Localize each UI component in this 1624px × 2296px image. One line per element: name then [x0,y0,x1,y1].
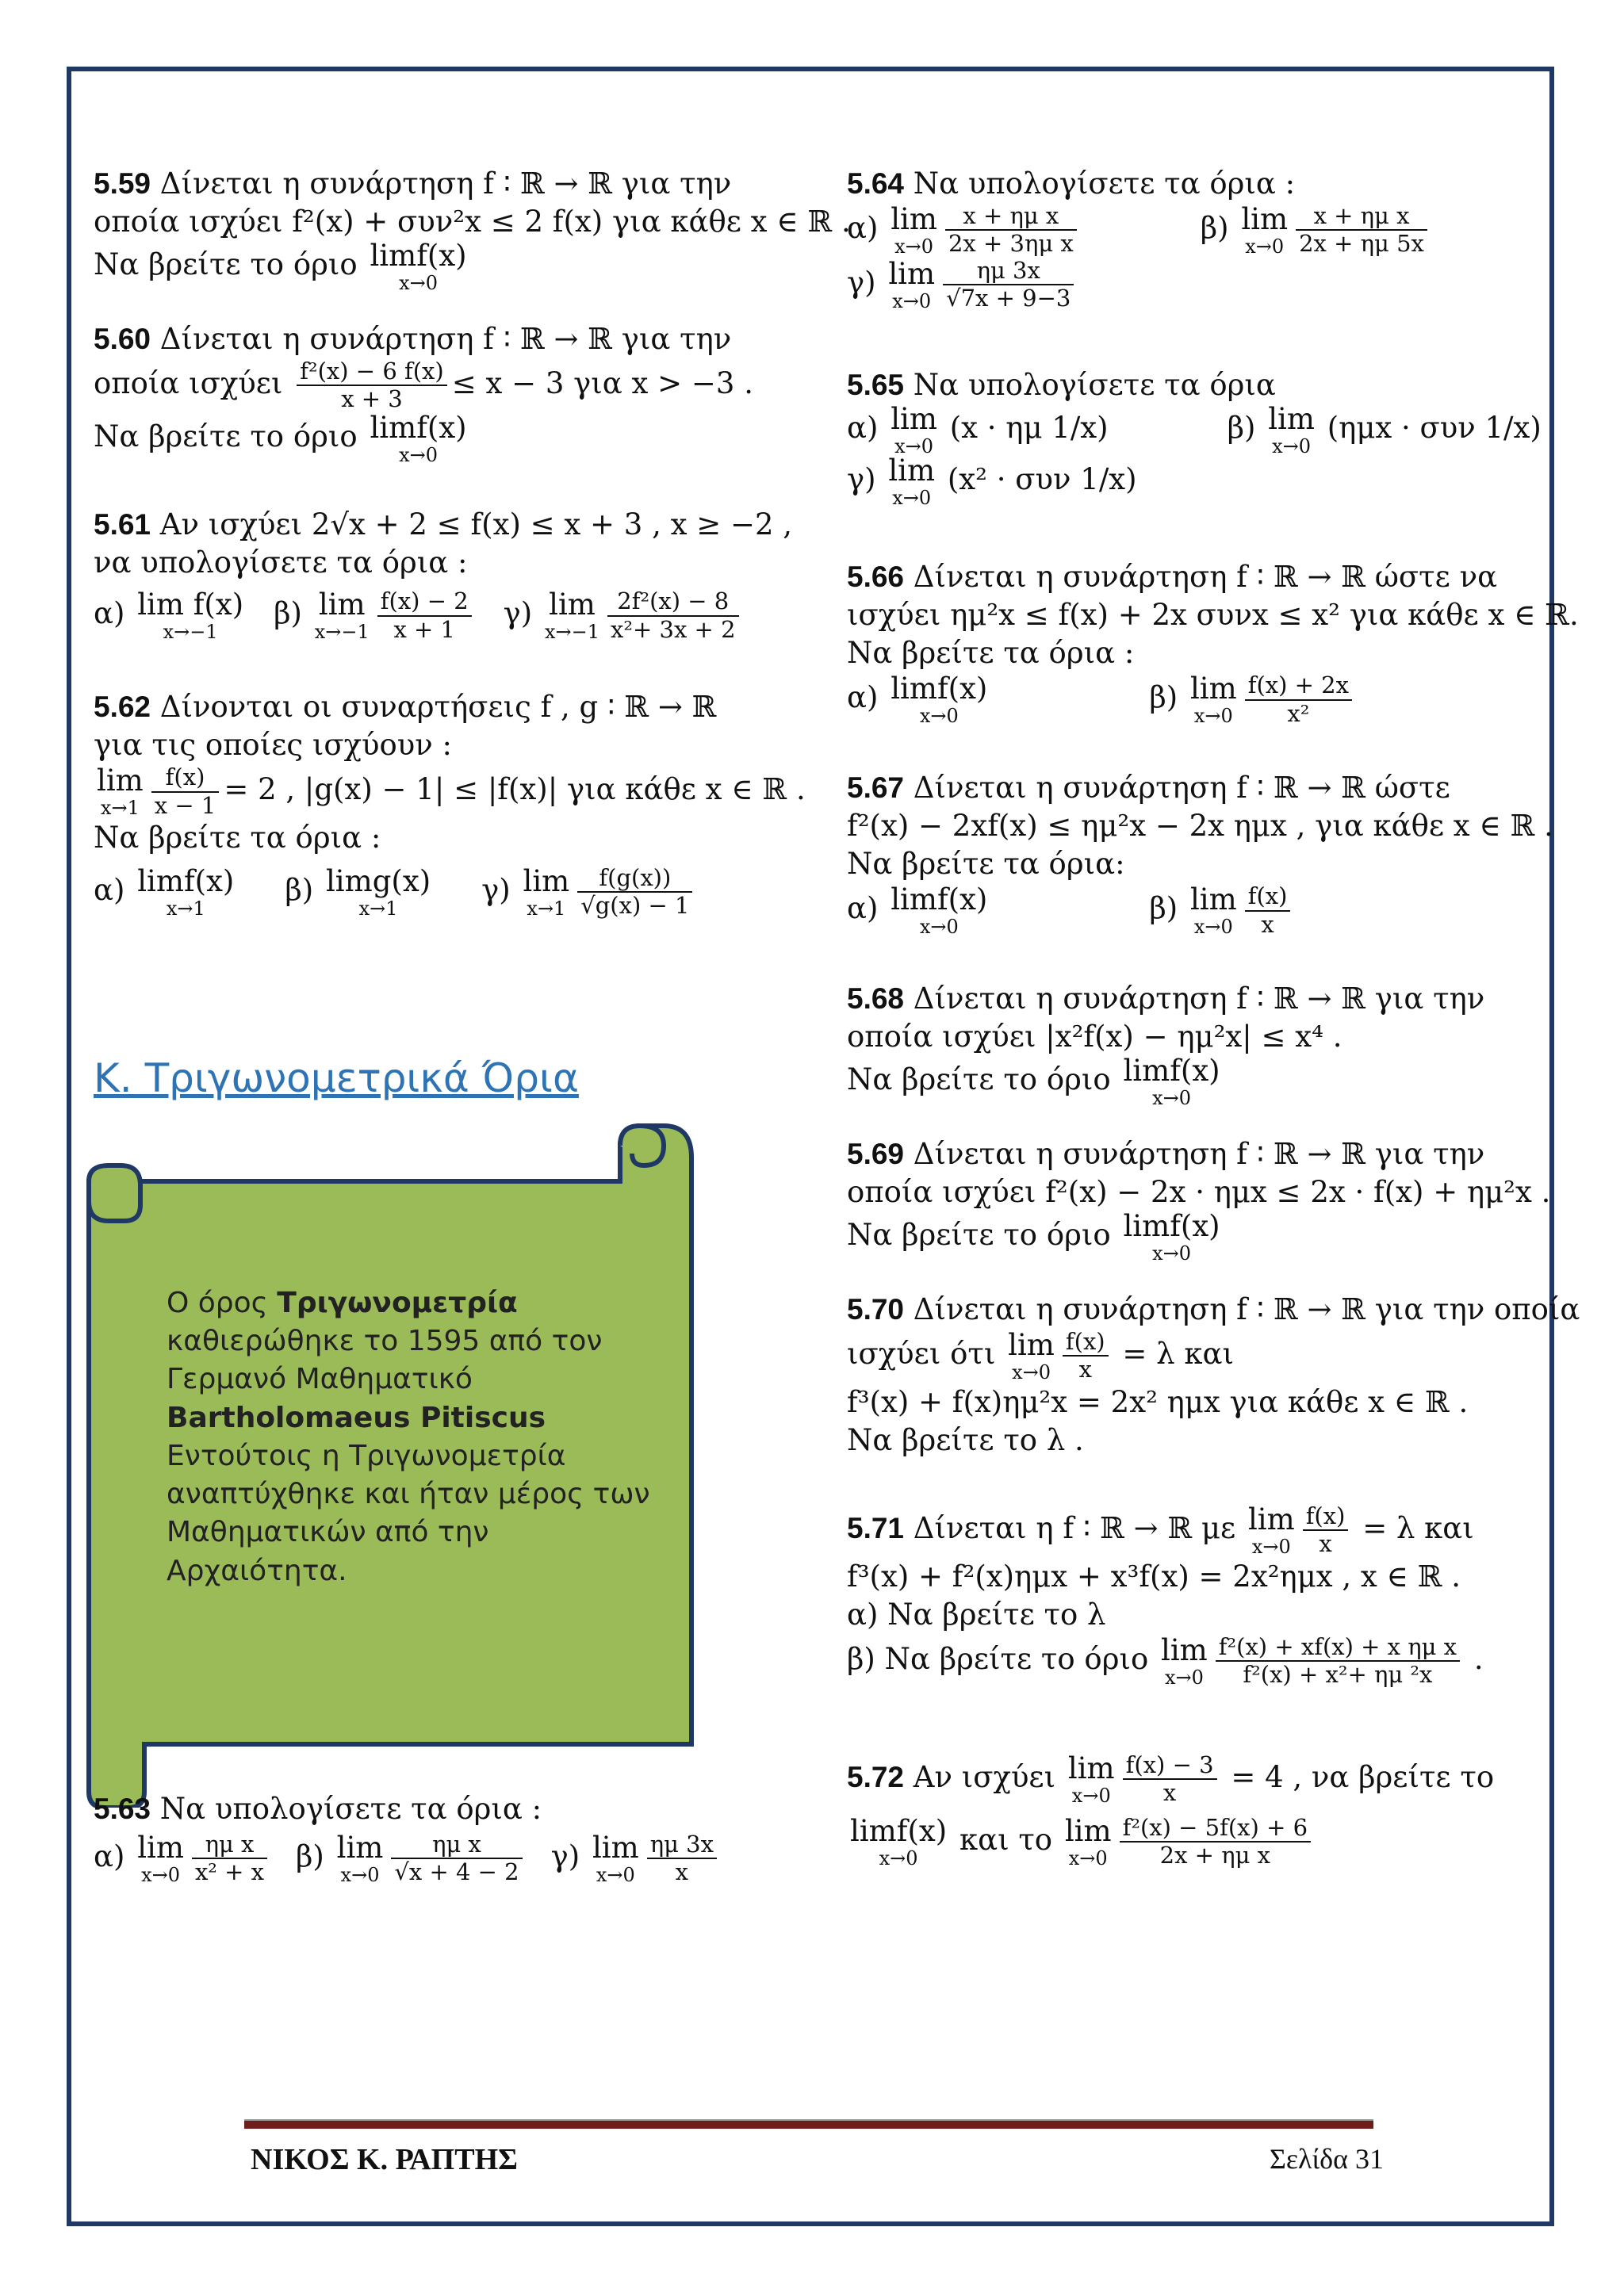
problem-5-63: 5.63 Να υπολογίσετε τα όρια : α) lim x→0 $\frac{\text{ημ x}}{\text{x² + x}}$ β) lim x→0 $\frac{\text{ημ x}}{√x + 4 - 2}$ γ) lim x→0 $\frac{\eta\mu 3x}{x}$ [94,1790,807,1886]
problem-5-68: 5.68 Δίνεται η συνάρτηση f ∶ ℝ → ℝ για την οποία ισχύει |x²f(x) − ημ²x| ≤ x⁴ . Να βρείτε το όριο limf(x) x→0 [847,982,1485,1110]
problem-5-60: 5.60 Δίνεται η συνάρτηση f ∶ ℝ → ℝ για την οποία ισχύει $\frac{\text{f²(x) − 6 f(x)}}{x + 3}$ ≤ x − 3 για x > −3 . Να βρείτε το όριο limf(x) x→0 [94,322,753,466]
page-number: Σελίδα 31 [1269,2143,1384,2175]
problem-5-67: 5.67 Δίνεται η συνάρτηση f ∶ ℝ → ℝ ώστε f²(x) − 2xf(x) ≤ ημ²x − 2x ημx , για κάθε x ∈ ℝ . Να βρείτε τα όρια: α) limf(x) x→0 β) lim x→0 $\frac{f(x)}{x}$ [847,771,1553,939]
problem-5-59: 5.59 Δίνεται η συνάρτηση f ∶ ℝ → ℝ για την οποία ισχύει f²(x) + συν²x ≤ 2 f(x) για κάθε x ∈ ℝ . Να βρείτε το όριο limf(x) x→0 [94,166,851,295]
footer-rule [244,2119,1373,2129]
problem-5-72: 5.72 Αν ισχύει lim x→0 $\frac{f(x) - 3}{x}$ = 4 , να βρείτε το limf(x) x→0 και το lim x→0 $\frac{\text{f²(x) − 5f(x) + 6}}{\text{2x + ημ x}}$ [847,1751,1495,1869]
problem-5-64: 5.64 Να υπολογίσετε τα όρια : α) lim x→0 $\frac{\text{x + ημ x}}{\text{2x + 3ημ x}}$ β) lim x→0 $\frac{\text{x + ημ x}}{2x + \eta\mu 5x}$ γ) lim x→0 $\frac{\eta\mu 3x}{√7x + 9-3}$ [847,165,1561,312]
problem-5-62: 5.62 Δίνονται οι συναρτήσεις f , g ∶ ℝ → ℝ για τις οποίες ισχύουν : lim x→1 $\frac{f(x)}{x - 1}$ = 2 , |g(x) − 1| ≤ |f(x)| για κάθε x ∈ ℝ . Να βρείτε τα όρια : α) limf(x) x→1 β) limg(x) x→1 γ) lim x→1 $\frac{f(g(x))}{√g(x) - 1}$ [94,690,806,920]
problem-5-61: 5.61 Αν ισχύει 2√x + 2 ≤ f(x) ≤ x + 3 , x ≥ −2 , να υπολογίσετε τα όρια : α) lim f(x) x→−1 β) lim x→−1 $\frac{f(x) - 2}{x + 1}$ γ) lim x→−1 $\frac{\text{2f²(x) − 8}}{\text{x²+ 3x + 2}}$ [94,507,793,644]
problem-5-65: 5.65 Να υπολογίσετε τα όρια α) lim x→0 (x · ημ 1/x) β) lim x→0 (ημx · συν 1/x) γ) lim x→0 (x² · συν 1/x) [847,368,1542,510]
section-heading: Κ. Τριγωνομετρικά Όρια [94,1055,579,1101]
trivia-note: Ο όρος Τριγωνομετρία καθιερώθηκε το 1595 από τον Γερμανό Μαθηματικό Bartholomaeus Pitiscus Εντούτοις η Τριγωνομετρία αναπτύχθηκε και ήταν μέρος των Μαθηματικών από την Αρχαιότητα. [167,1287,650,1587]
author-name: ΝΙΚΟΣ Κ. ΡΑΠΤΗΣ [251,2143,518,2176]
problem-5-70: 5.70 Δίνεται η συνάρτηση f ∶ ℝ → ℝ για την οποία ισχύει ότι lim x→0 $\frac{f(x)}{x}$ = λ και f³(x) + f(x)ημ²x = 2x² ημx για κάθε x ∈ ℝ . Να βρείτε το λ . [847,1292,1580,1457]
problem-5-66: 5.66 Δίνεται η συνάρτηση f ∶ ℝ → ℝ ώστε να ισχύει ημ²x ≤ f(x) + 2x συνx ≤ x² για κάθε x ∈ ℝ. Να βρείτε τα όρια : α) limf(x) x→0 β) lim x→0 $\frac{f(x) + 2x}{\text{x²}}$ [847,560,1579,728]
problem-5-71: 5.71 Δίνεται η f ∶ ℝ → ℝ με lim x→0 $\frac{f(x)}{x}$ = λ και f³(x) + f²(x)ημx + x³f(x) = 2x²ημx , x ∈ ℝ . α) Να βρείτε το λ β) Να βρείτε το όριο lim x→0 $\frac{\text{f²(x) + xf(x) + x ημ x}}{\text{f²(x) + x²+ ημ ²x}}$ . [847,1502,1484,1689]
problem-5-69: 5.69 Δίνεται η συνάρτηση f ∶ ℝ → ℝ για την οποία ισχύει f²(x) − 2x · ημx ≤ 2x · f(x) + ημ²x . Να βρείτε το όριο limf(x) x→0 [847,1137,1551,1265]
